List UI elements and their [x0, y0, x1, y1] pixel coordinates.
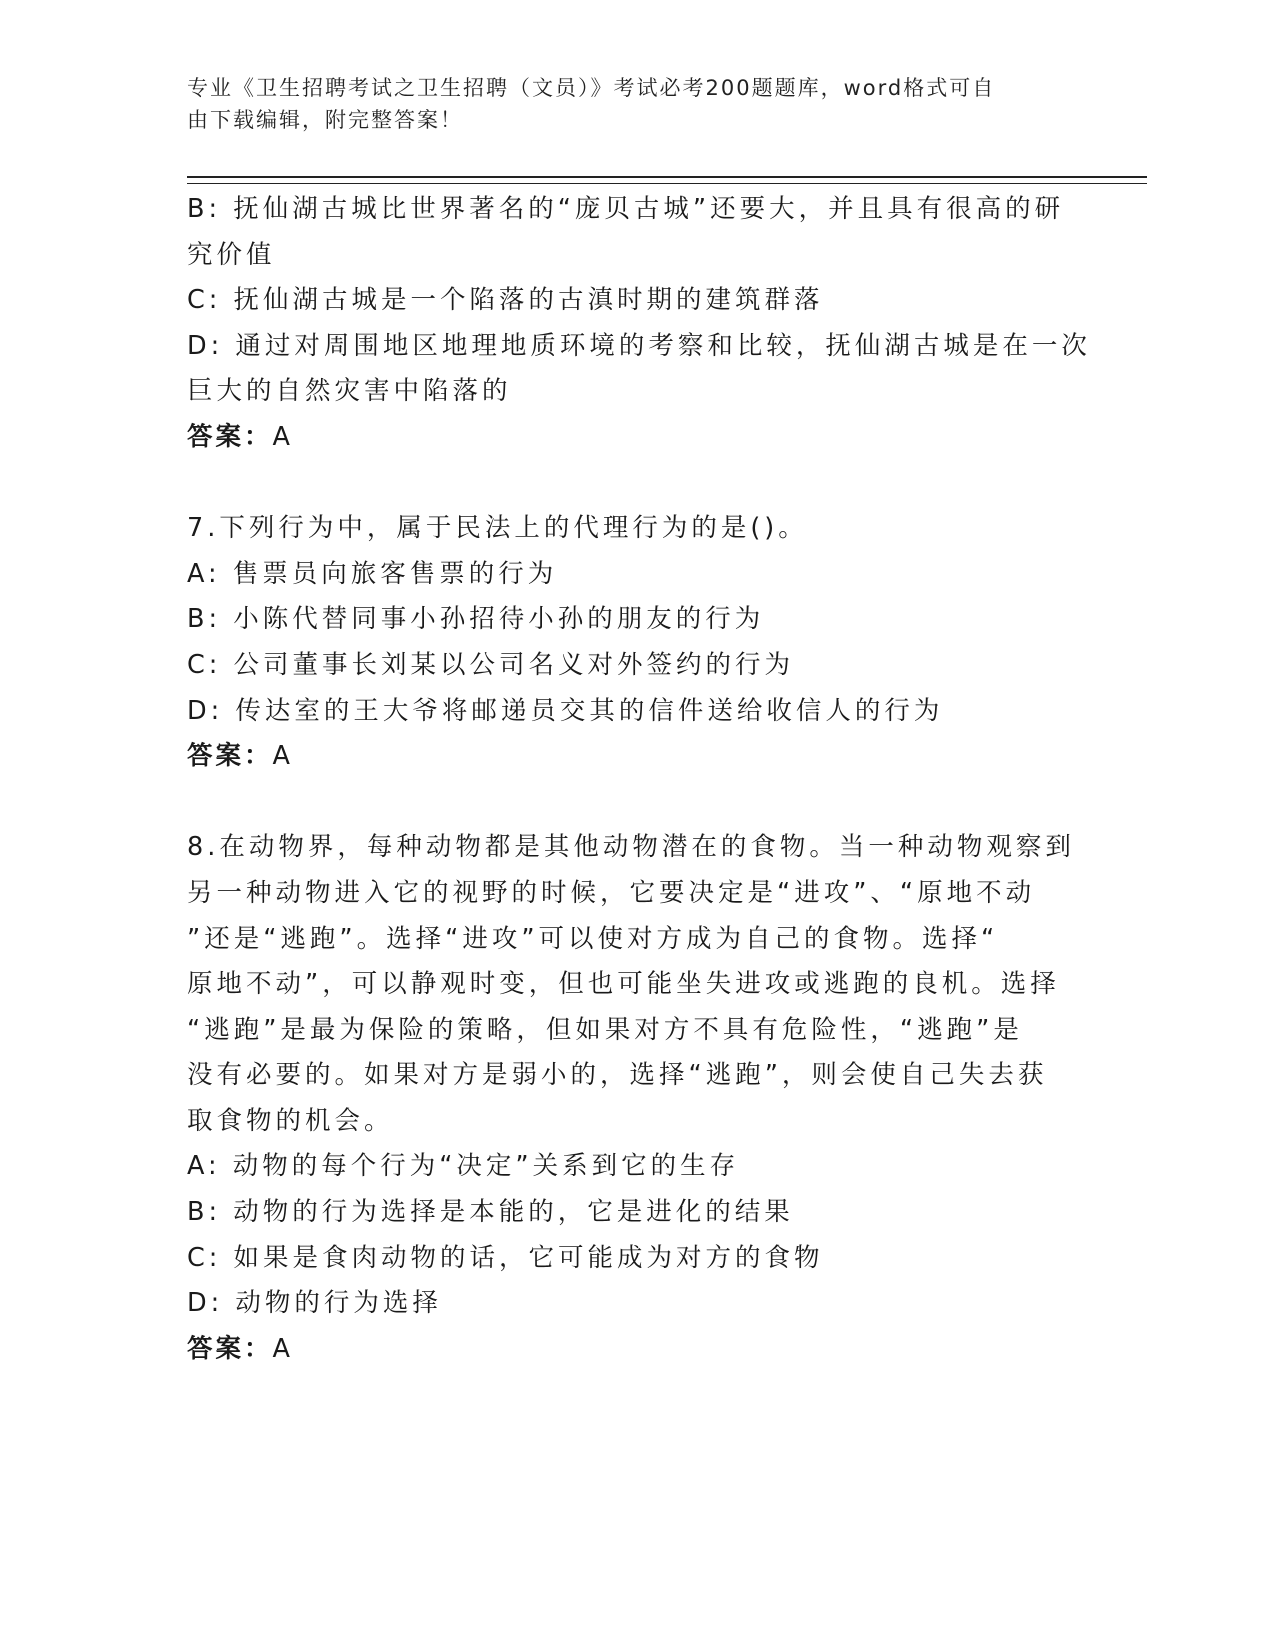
q7-answer-value: A: [272, 741, 293, 772]
q8-stem-line-1: 8.在动物界，每种动物都是其他动物潜在的食物。当一种动物观察到: [187, 832, 1075, 863]
q6-option-b-line-2: 究价值: [187, 239, 276, 270]
q6-option-b-line-1: B: 抚仙湖古城比世界著名的“庞贝古城”还要大，并且具有很高的研: [187, 194, 1065, 224]
q6-answer-label: 答案：: [187, 421, 273, 452]
q8-answer-label: 答案：: [187, 1333, 273, 1364]
q6-answer: [187, 415, 1067, 461]
q7-answer: [187, 734, 1067, 780]
q6-option-c: [187, 278, 1067, 324]
q6-option-d-line-2: 巨大的自然灾害中陷落的: [187, 376, 512, 407]
q6-answer-value: A: [272, 421, 293, 452]
q8-option-c: C: 如果是食肉动物的话，它可能成为对方的食物: [187, 1242, 824, 1273]
q6-option-c-line-1: C: 抚仙湖古城是一个陷落的古滇时期的建筑群落: [187, 285, 824, 316]
header-divider: [187, 176, 1147, 184]
q7-option-b: B: 小陈代替同事小孙招待小孙的朋友的行为: [187, 604, 765, 635]
q7-option-a: A: 售票员向旅客售票的行为: [187, 558, 558, 589]
q8-option-b: B: 动物的行为选择是本能的，它是进化的结果: [187, 1197, 794, 1228]
q8-stem-line-3: ”还是“逃跑”。选择“进攻”可以使对方成为自己的食物。选择“: [187, 923, 999, 954]
q8-stem-line-5: “逃跑”是最为保险的策略，但如果对方不具有危险性，“逃跑”是: [187, 1014, 1023, 1045]
q8-stem-line-2: 另一种动物进入它的视野的时候，它要决定是“进攻”、“原地不动: [187, 877, 1036, 908]
q6-option-d-line-1: D: 通过对周围地区地理地质环境的考察和比较，抚仙湖古城是在一次: [187, 330, 1091, 361]
q8-stem-line-6: 没有必要的。如果对方是弱小的，选择“逃跑”，则会使自己失去获: [187, 1060, 1048, 1091]
q6-option-d: [187, 324, 1091, 415]
q7-answer-label: 答案：: [187, 741, 273, 772]
header-line-1: 专业《卫生招聘考试之卫生招聘（文员）》考试必考200题题库，word格式可自: [187, 76, 996, 100]
q8-option-a: A: 动物的每个行为“决定”关系到它的生存: [187, 1151, 740, 1182]
q8-stem-line-4: 原地不动”，可以静观时变，但也可能坐失进攻或逃跑的良机。选择: [187, 969, 1060, 1000]
question-8: [187, 825, 1075, 1372]
question-6-tail: [187, 187, 1091, 461]
page-header: [187, 72, 1067, 136]
q8-option-d: D: 动物的行为选择: [187, 1288, 442, 1319]
q7-option-d: D: 传达室的王大爷将邮递员交其的信件送给收信人的行为: [187, 695, 944, 726]
spacer: [187, 461, 1067, 507]
spacer: [187, 780, 1067, 826]
q8-stem-line-7: 取食物的机会。: [187, 1105, 394, 1136]
q8-answer-value: A: [272, 1333, 293, 1364]
document-body: [187, 187, 1091, 1372]
q6-option-b: [187, 187, 1067, 278]
q7-option-c: C: 公司董事长刘某以公司名义对外签约的行为: [187, 649, 795, 680]
question-7: [187, 506, 1067, 780]
header-line-2: 由下载编辑，附完整答案！: [187, 108, 463, 132]
q7-stem-line-1: 7.下列行为中，属于民法上的代理行为的是()。: [187, 513, 808, 544]
q8-answer: [187, 1327, 1067, 1373]
